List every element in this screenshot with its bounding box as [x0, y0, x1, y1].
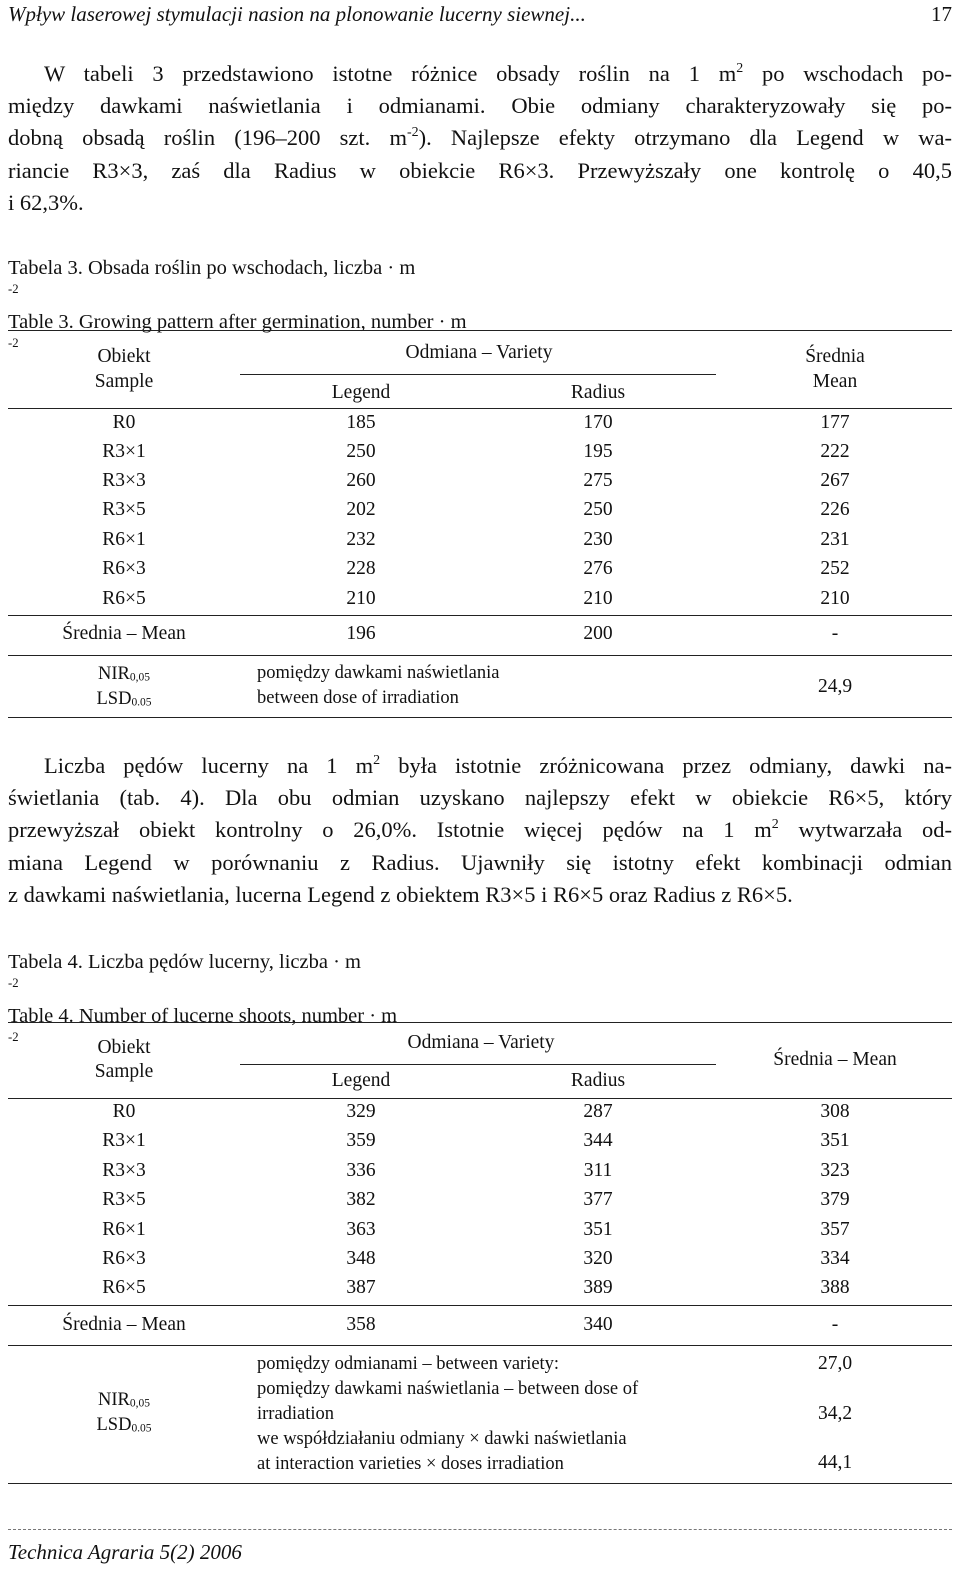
cell-sample: R6×5 [102, 1277, 146, 1298]
table-3-mean-rule [8, 655, 952, 656]
cell-radius: 344 [583, 1130, 613, 1151]
table-3-header-variety: Odmiana – Variety [405, 342, 553, 363]
table-3-header-radius: Radius [570, 382, 626, 403]
table-4-body-rule [8, 1305, 952, 1306]
cell-mean: 222 [820, 441, 850, 462]
table-3-header-rule [8, 408, 952, 409]
cell-legend: 185 [346, 412, 376, 433]
cell-radius: 389 [583, 1277, 613, 1298]
cell-mean: 379 [820, 1189, 850, 1210]
cell-mean: - [831, 623, 839, 644]
paragraph-2 [8, 750, 952, 911]
table-4-note-between-dose: pomiędzy dawkami naświetlania – between dose of [257, 1379, 639, 1399]
cell-mean: 308 [820, 1101, 850, 1122]
table-4-header-variety: Odmiana – Variety [407, 1032, 555, 1053]
cell-sample: R3×3 [102, 470, 146, 491]
cell-radius: 311 [583, 1160, 613, 1181]
cell-legend: 329 [346, 1101, 376, 1122]
table-4-lsd-dose-value: 34,2 [817, 1403, 853, 1424]
table-4-caption-pl: Tabela 4. Liczba pędów lucerny, liczba · m $^{-2}$ [8, 951, 361, 990]
table-3-caption-en: Table 3. Growing pattern after germination, number · m $^{-2}$ [8, 311, 467, 350]
cell-radius: 377 [583, 1189, 613, 1210]
cell-mean: 388 [820, 1277, 850, 1298]
paragraph-1-line-5: i 62,3%. [8, 189, 84, 215]
table-4-note-between-variety: pomiędzy odmianami – between variety: [257, 1354, 560, 1374]
paragraph-2-line-1: Liczba pędów lucerny na 1 $m^2$ była istotnie zróżnicowana przez odmiany, dawki na- [44, 752, 952, 778]
table-4-header-sample-en: Sample [94, 1061, 154, 1082]
cell-mean: 231 [820, 529, 850, 550]
cell-sample: R0 [112, 1101, 136, 1122]
paragraph-1 [8, 58, 952, 219]
cell-sample: R3×1 [102, 1130, 146, 1151]
cell-mean: 357 [820, 1219, 850, 1240]
footer-rule [8, 1529, 952, 1530]
table-3-top-rule [8, 330, 952, 331]
paragraph-2-line-5: z dawkami naświetlania, lucerna Legend z obiektem R3×5 i R6×5 oraz Radius z R6×5. [8, 881, 793, 907]
cell-radius: 200 [583, 623, 613, 644]
paragraph-1-line-4: riancie R3×3, zaś dla Radius w obiekcie R6×3. Przewyższały one kontrolę o 40,5 [8, 157, 952, 183]
cell-mean: 226 [820, 499, 850, 520]
table-3-header-sample-en: Sample [94, 371, 154, 392]
cell-legend: 382 [346, 1189, 376, 1210]
cell-legend: 348 [346, 1248, 376, 1269]
table-4-mean-rule [8, 1345, 952, 1346]
cell-sample: R6×5 [102, 588, 146, 609]
table-3-lsd-note-pl: pomiędzy dawkami naświetlania [257, 663, 500, 683]
cell-radius: 250 [583, 499, 613, 520]
cell-mean: 252 [820, 558, 850, 579]
cell-mean-label: Średnia – Mean [62, 1314, 186, 1335]
table-4-lsd-variety-value: 27,0 [817, 1353, 853, 1374]
cell-mean: 177 [820, 412, 850, 433]
table-3-header-legend: Legend [331, 382, 391, 403]
paragraph-2-line-4: miana Legend w porównaniu z Radius. Ujawniły się istotny efekt kombinacji odmian [8, 849, 952, 875]
footer-journal: Technica Agraria 5(2) 2006 [8, 1540, 242, 1564]
cell-legend: 202 [346, 499, 376, 520]
cell-radius: 170 [583, 412, 613, 433]
cell-radius: 275 [583, 470, 613, 491]
cell-sample: R0 [112, 412, 136, 433]
table-3-bottom-rule [8, 717, 952, 718]
cell-mean: 210 [820, 588, 850, 609]
cell-sample: R3×5 [102, 1189, 146, 1210]
table-4-variety-rule [240, 1064, 716, 1065]
cell-radius: 287 [583, 1101, 613, 1122]
cell-legend: 359 [346, 1130, 376, 1151]
table-4-caption-en: Table 4. Number of lucerne shoots, number · m $^{-2}$ [8, 1005, 398, 1044]
cell-radius: 340 [583, 1314, 613, 1335]
table-4-lsd-label: $LSD_{0.05}$ [96, 1415, 152, 1435]
table-3-lsd-value: 24,9 [817, 676, 853, 697]
cell-radius: 230 [583, 529, 613, 550]
table-3-lsd-label: $LSD_{0.05}$ [96, 689, 152, 709]
paragraph-1-line-3: dobną obsadą roślin (196–200 szt. $m^{-2}$). Najlepsze efekty otrzymano dla Legend w wa- [8, 125, 952, 151]
paragraph-2-line-2: świetlania (tab. 4). Dla obu odmian uzyskano najlepszy efekt w obiekcie R6×5, który [8, 785, 952, 811]
table-4-nir-label: $NIR_{0,05}$ [98, 1390, 150, 1410]
cell-legend: 336 [346, 1160, 376, 1181]
table-3-caption [8, 255, 467, 363]
cell-legend: 250 [346, 441, 376, 462]
cell-radius: 320 [583, 1248, 613, 1269]
cell-radius: 195 [583, 441, 613, 462]
table-3-header-mean-pl: Średnia [805, 346, 865, 367]
cell-sample: R3×3 [102, 1160, 146, 1181]
table-4-header-mean: Średnia – Mean [773, 1049, 897, 1070]
paragraph-2-line-3: przewyższał obiekt kontrolny o 26,0%. Istotnie więcej pędów na 1 $m^2$ wytwarzała od- [8, 817, 952, 843]
cell-legend: 196 [346, 623, 376, 644]
table-3-header-sample-pl: Obiekt [97, 346, 151, 367]
cell-mean: 334 [820, 1248, 850, 1269]
cell-legend: 358 [346, 1314, 376, 1335]
cell-radius: 276 [583, 558, 613, 579]
cell-sample: R6×3 [102, 1248, 146, 1269]
table-4-lsd-interaction-value: 44,1 [817, 1452, 853, 1473]
table-4-top-rule [8, 1022, 952, 1023]
table-3-body-rule [8, 615, 952, 616]
table-4-bottom-rule [8, 1483, 952, 1484]
cell-mean-label: Średnia – Mean [62, 623, 186, 644]
table-4-note-interaction-pl: we współdziałaniu odmiany × dawki naświetlania [257, 1429, 627, 1449]
cell-legend: 232 [346, 529, 376, 550]
table-4-header-legend: Legend [331, 1070, 391, 1091]
running-header-title: Wpływ laserowej stymulacji nasion na plonowanie lucerny siewnej... [8, 2, 586, 26]
table-3-nir-label: $NIR_{0,05}$ [98, 664, 150, 684]
cell-sample: R3×5 [102, 499, 146, 520]
table-3-caption-pl: Tabela 3. Obsada roślin po wschodach, liczba · m $^{-2}$ [8, 257, 416, 296]
table-4-header-rule [8, 1098, 952, 1099]
table-4-header-sample-pl: Obiekt [97, 1037, 151, 1058]
cell-mean: 267 [820, 470, 850, 491]
cell-sample: R6×1 [102, 529, 146, 550]
page-number: 17 [931, 2, 952, 26]
paragraph-1-line-2: między dawkami naświetlania i odmianami. Obie odmiany charakteryzowały się po- [8, 93, 952, 119]
paragraph-1-line-1: W tabeli 3 przedstawiono istotne różnice obsady roślin na 1 $m^2$ po wschodach po- [44, 60, 952, 86]
table-3-lsd-note-en: between dose of irradiation [257, 688, 459, 708]
table-4-note-interaction-en: at interaction varieties × doses irradiation [257, 1454, 564, 1474]
cell-legend: 387 [346, 1277, 376, 1298]
cell-sample: R3×1 [102, 441, 146, 462]
cell-radius: 351 [583, 1219, 613, 1240]
table-3-variety-rule [240, 374, 716, 375]
table-3-header-mean-en: Mean [812, 371, 858, 392]
cell-legend: 363 [346, 1219, 376, 1240]
table-4-header-radius: Radius [570, 1070, 626, 1091]
cell-legend: 260 [346, 470, 376, 491]
cell-mean: - [831, 1314, 839, 1335]
cell-mean: 351 [820, 1130, 850, 1151]
cell-sample: R6×3 [102, 558, 146, 579]
table-4-caption [8, 949, 397, 1057]
cell-legend: 210 [346, 588, 376, 609]
table-4-note-irradiation: irradiation [257, 1404, 335, 1424]
cell-sample: R6×1 [102, 1219, 146, 1240]
cell-radius: 210 [583, 588, 613, 609]
cell-mean: 323 [820, 1160, 850, 1181]
cell-legend: 228 [346, 558, 376, 579]
